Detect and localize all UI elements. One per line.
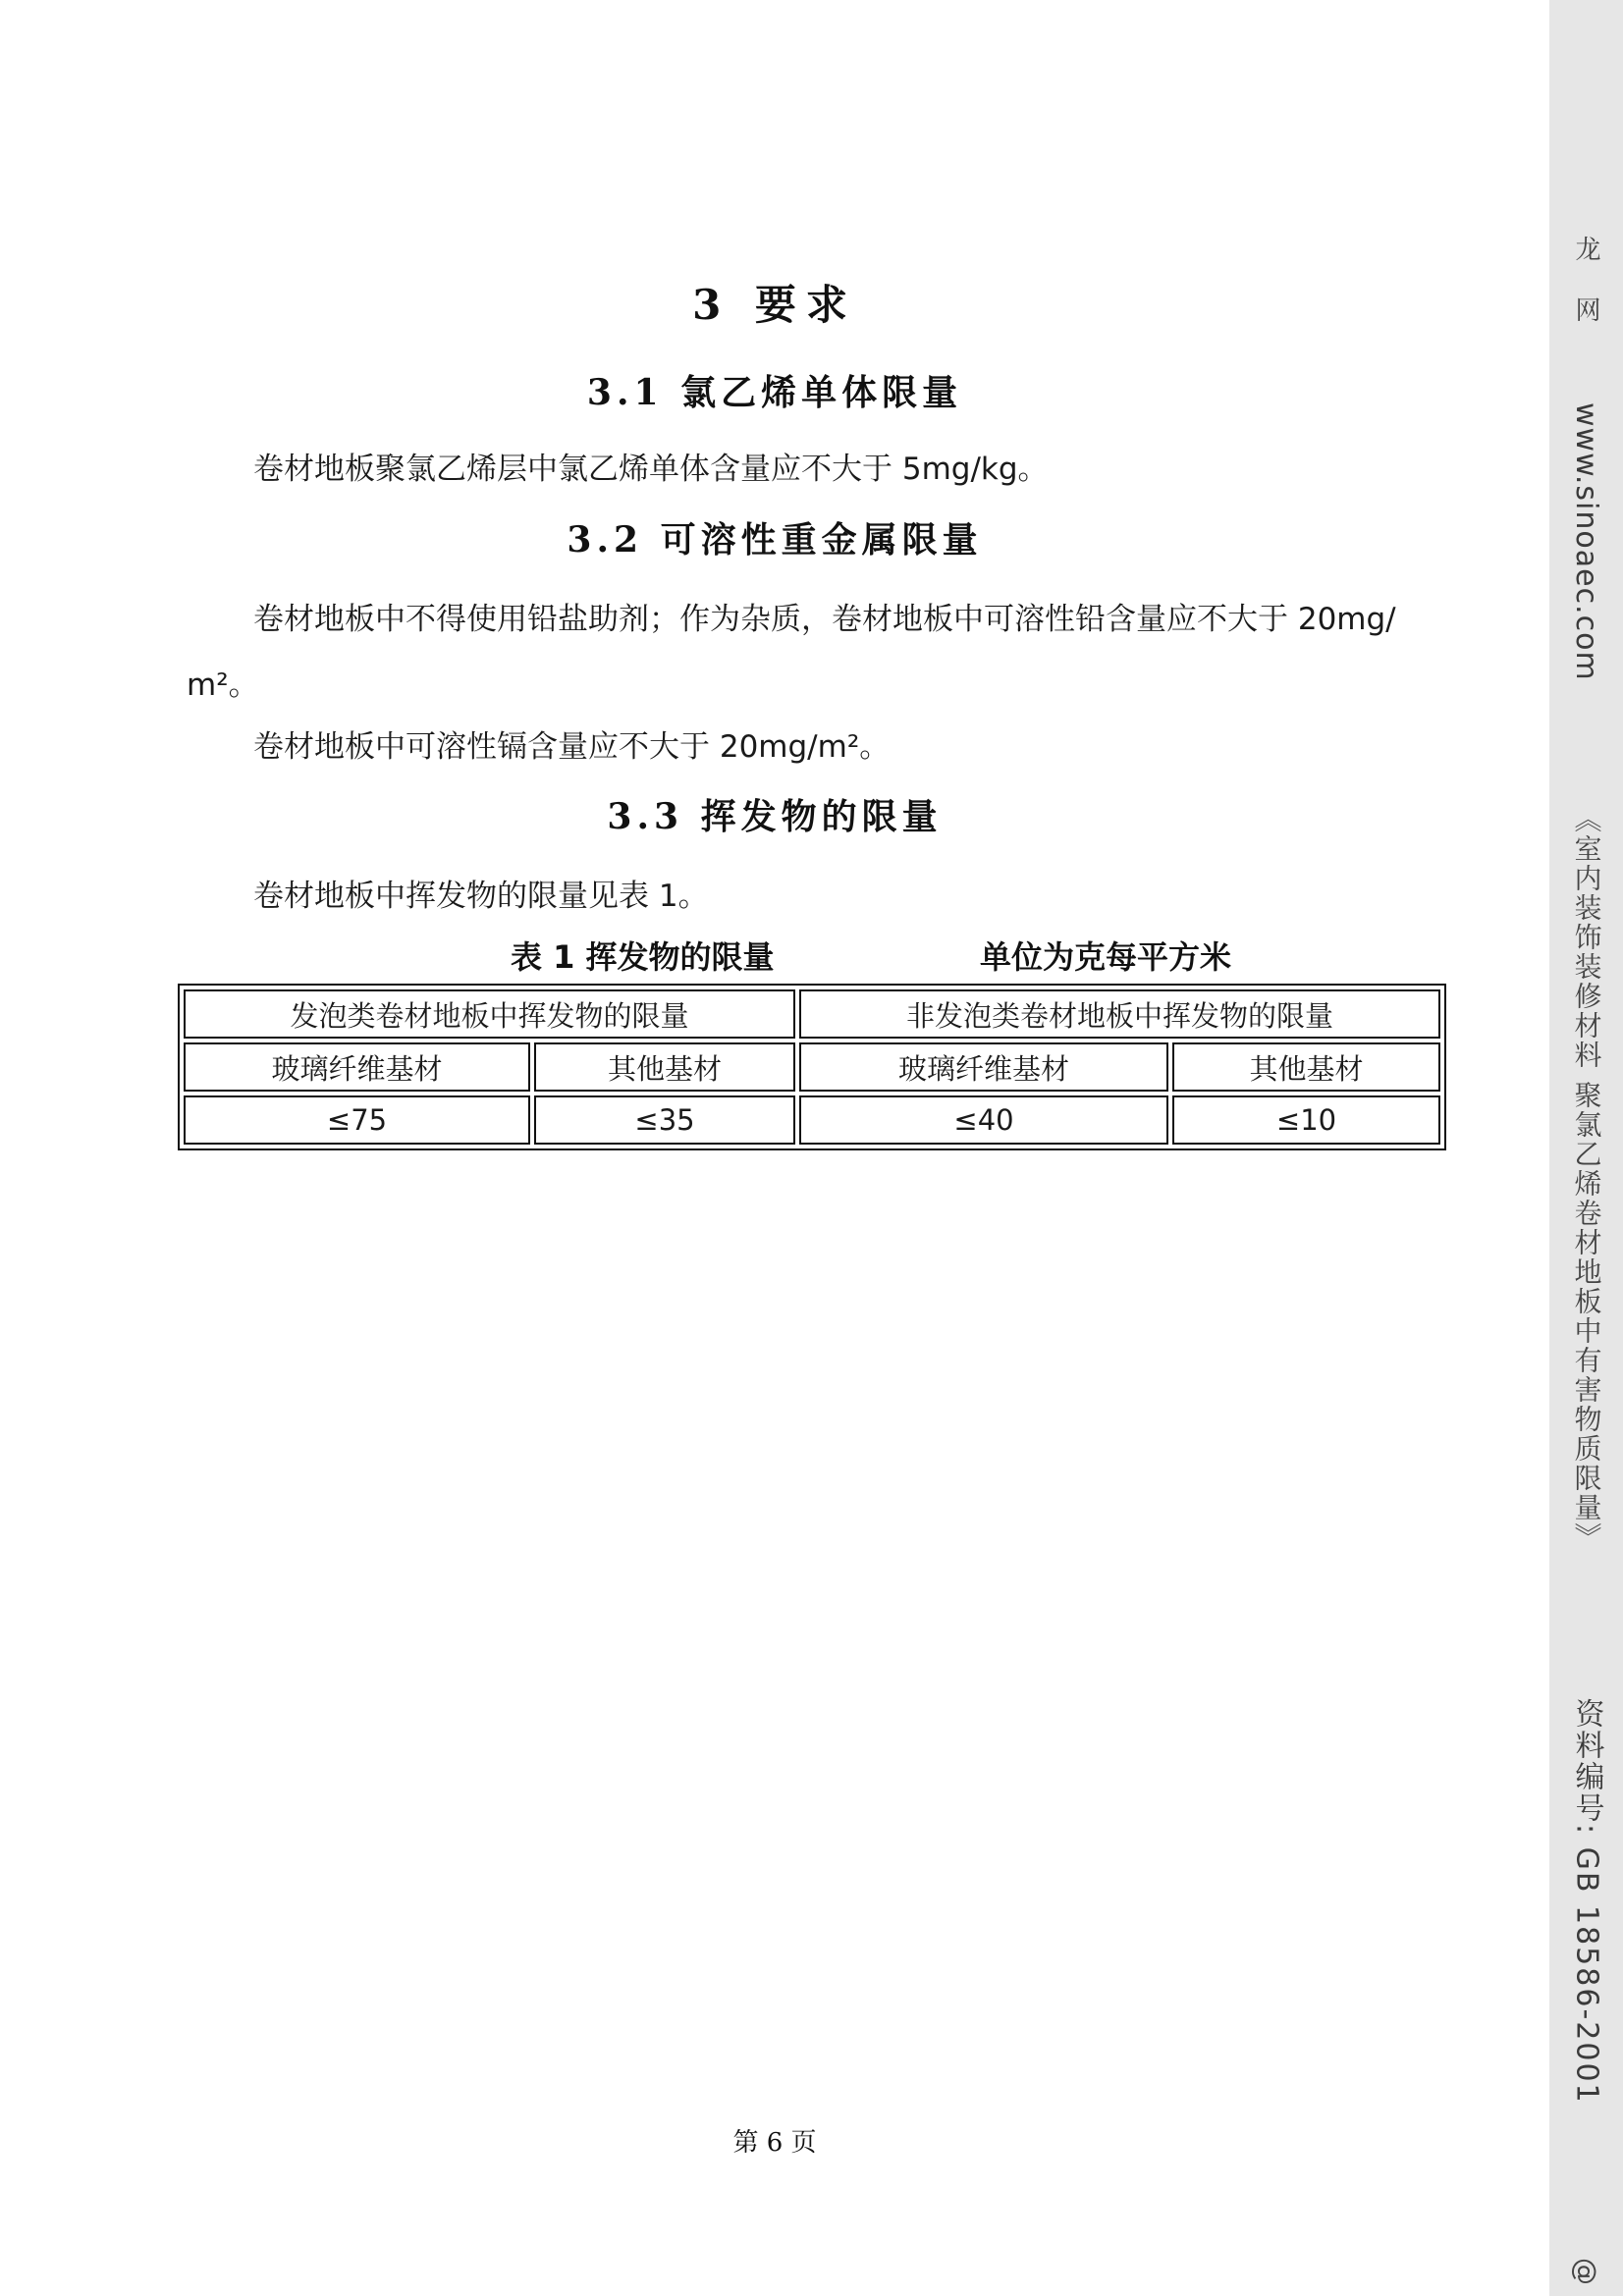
paragraph-vinyl-chloride: 卷材地板聚氯乙烯层中氯乙烯单体含量应不大于 5mg/kg。 <box>253 452 1049 487</box>
table-header-foamed: 发泡类卷材地板中挥发物的限量 <box>184 989 795 1039</box>
paragraph-cadmium: 卷材地板中可溶性镉含量应不大于 20mg/m²。 <box>253 729 891 765</box>
table-cell: ≤75 <box>184 1095 530 1145</box>
sidebar-site-link[interactable]: www.sinoaec.com <box>1569 402 1603 681</box>
table-cell: ≤35 <box>534 1095 795 1145</box>
table-header-nonfoamed: 非发泡类卷材地板中挥发物的限量 <box>799 989 1440 1039</box>
section-heading: 3 要求 <box>692 281 857 329</box>
table-subheader-other-foamed: 其他基材 <box>534 1042 795 1092</box>
table-caption: 表 1 挥发物的限量 <box>511 938 775 976</box>
table-cell: ≤10 <box>1172 1095 1440 1145</box>
paragraph-lead-line1: 卷材地板中不得使用铅盐助剂；作为杂质，卷材地板中可溶性铅含量应不大于 20mg/ <box>253 602 1396 637</box>
sidebar-doc-title: 《室内装饰装修材料 聚氯乙烯卷材地板中有害物质限量》 <box>1570 805 1603 1552</box>
subsection-heading-3-3: 3.3 挥发物的限量 <box>607 796 943 837</box>
sidebar-doc-code: 资料编号: GB 18586-2001 <box>1569 1698 1604 2105</box>
subsection-heading-3-1: 3.1 氯乙烯单体限量 <box>586 372 963 413</box>
subsection-heading-3-2: 3.2 可溶性重金属限量 <box>567 519 983 561</box>
sidebar-at-mark: @ <box>1570 2258 1602 2285</box>
table-unit: 单位为克每平方米 <box>980 938 1232 976</box>
paragraph-lead-line2: m²。 <box>187 667 259 703</box>
side-banner <box>1549 0 1623 2296</box>
page-number: 第 6 页 <box>732 2128 817 2158</box>
table-subheader-glassfiber-nonfoamed: 玻璃纤维基材 <box>799 1042 1168 1092</box>
table-cell: ≤40 <box>799 1095 1168 1145</box>
table-subheader-other-nonfoamed: 其他基材 <box>1172 1042 1440 1092</box>
volatiles-table <box>178 984 1446 1150</box>
sidebar-brand: 龙 网 <box>1571 236 1600 337</box>
paragraph-volatiles: 卷材地板中挥发物的限量见表 1。 <box>253 879 709 914</box>
table-subheader-glassfiber-foamed: 玻璃纤维基材 <box>184 1042 530 1092</box>
